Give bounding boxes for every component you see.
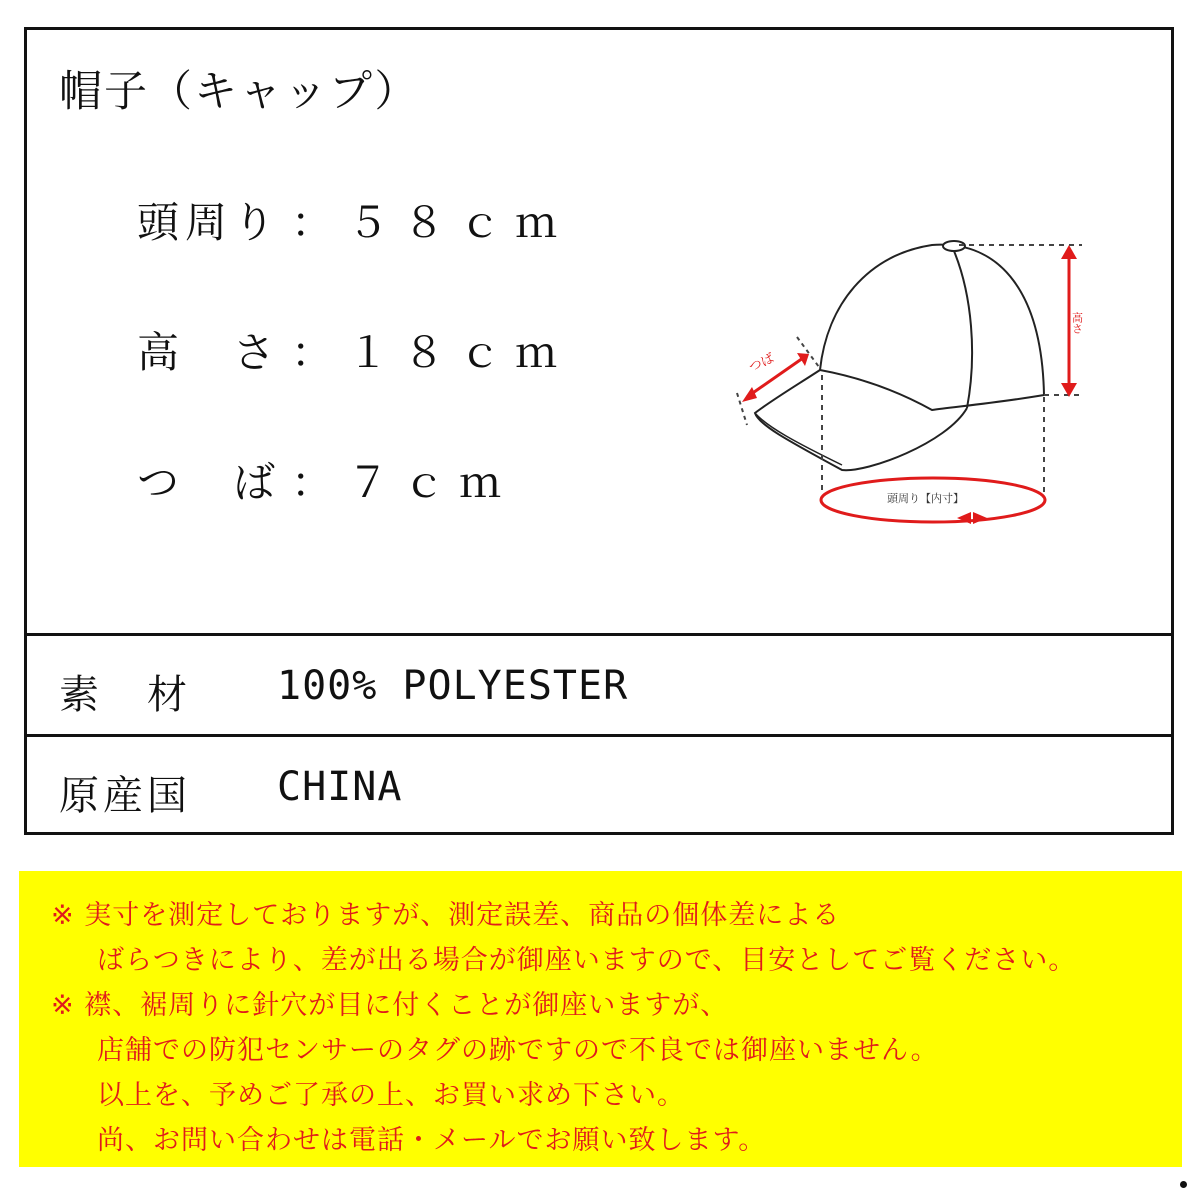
measurement-value: ７ｃｍ — [347, 458, 516, 507]
measurement-head-circumference — [137, 190, 571, 250]
height-label: 高さ — [1070, 312, 1084, 334]
corner-dot — [1180, 1181, 1187, 1188]
divider — [27, 633, 1171, 636]
notice-line: ※ 実寸を測定しておりますが、測定誤差、商品の個体差による — [51, 900, 841, 931]
cap-diagram — [697, 215, 1097, 545]
origin-value: CHINA — [277, 764, 403, 810]
measurement-label: 頭周り — [137, 198, 282, 247]
notice-line: 尚、お問い合わせは電話・メールでお願い致します。 — [97, 1125, 767, 1156]
measurement-separator: ： — [291, 198, 334, 247]
measurement-value: ５８ｃｍ — [347, 198, 572, 247]
measurement-value: １８ｃｍ — [347, 328, 572, 377]
material-label: 素 材 — [59, 672, 191, 718]
origin-label: 原産国 — [59, 773, 191, 819]
brim-label: つば — [746, 351, 777, 376]
material-value: 100% POLYESTER — [277, 663, 629, 709]
cap-crown-outline — [820, 245, 1044, 410]
product-title: 帽子（キャップ） — [59, 67, 420, 117]
spec-panel — [24, 27, 1174, 835]
notice-line: ばらつきにより、差が出る場合が御座いますので、目安としてご覧ください。 — [97, 945, 1077, 976]
cap-brim — [755, 370, 967, 470]
measurement-label: つ ば — [137, 458, 282, 507]
divider — [27, 734, 1171, 737]
measurement-brim — [137, 450, 515, 510]
measurement-separator: ： — [291, 458, 334, 507]
notice-line: ※ 襟、裾周りに針穴が目に付くことが御座いますが、 — [51, 990, 729, 1021]
measurement-label: 高 さ — [137, 328, 282, 377]
measurement-separator: ： — [291, 328, 334, 377]
notice-box — [19, 871, 1182, 1167]
notice-line: 店舗での防犯センサーのタグの跡ですので不良では御座いません。 — [97, 1035, 939, 1066]
head-circumference-label: 頭周り【内寸】 — [887, 492, 964, 505]
cap-panel-seam — [954, 251, 972, 408]
cap-brim-edge — [755, 413, 842, 465]
notice-line: 以上を、予めご了承の上、お買い求め下さい。 — [97, 1080, 685, 1111]
measurement-height — [137, 320, 571, 380]
